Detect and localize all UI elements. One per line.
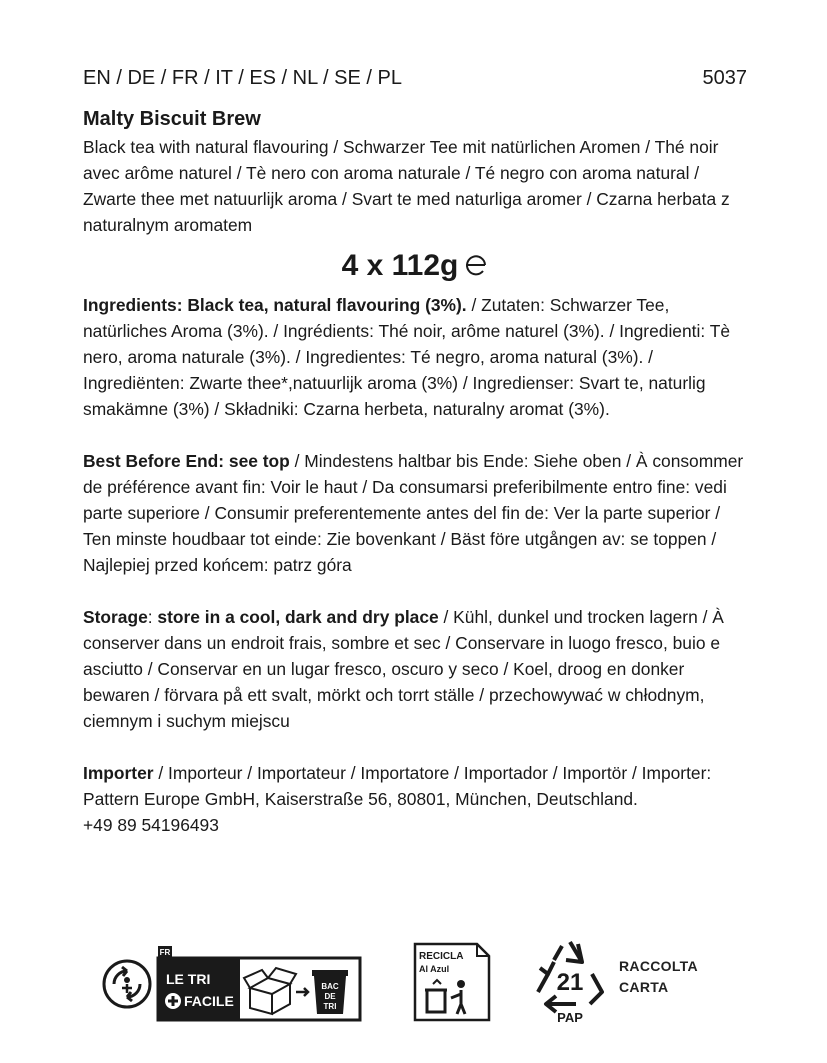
ingredients-label: Ingredients: Black tea, natural flavouring (3%). <box>83 295 467 315</box>
triman-line1: LE TRI <box>166 971 211 987</box>
recycling-code-material: PAP <box>557 1010 583 1024</box>
ingredients-section <box>83 292 747 422</box>
bin-text-2: DE <box>324 992 336 1001</box>
estimated-sign-icon <box>464 252 488 278</box>
triman-icon <box>104 961 150 1007</box>
triman-info-tri-logo <box>100 944 362 1024</box>
recycling-code-logo <box>530 938 610 1024</box>
importer-address: Pattern Europe GmbH, Kaiserstraße 56, 80801, München, Deutschland. <box>83 789 638 809</box>
languages-list: EN / DE / FR / IT / ES / NL / SE / PL <box>83 67 402 89</box>
recicla-line2: Al Azul <box>419 964 450 974</box>
triman-line2: FACILE <box>184 993 234 1009</box>
product-description: Black tea with natural flavouring / Schwarzer Tee mit natürlichen Aromen / Thé noir avec arôme naturel / Tè nero con aroma naturale / Té negro con aroma natural / Zwarte thee met natuurlijk aroma / Svart te med naturliga aromer / Czarna herbata z naturalnym aromatem <box>83 137 730 235</box>
storage-label: Storage <box>83 607 148 627</box>
importer-text: / Importeur / Importateur / Importatore / Importador / Importör / Importer: <box>153 763 712 783</box>
net-weight <box>83 246 747 286</box>
recycling-logos <box>100 938 740 1028</box>
raccolta-line2: CARTA <box>619 979 669 995</box>
sorting-bin-icon <box>312 970 348 1014</box>
importer-phone: +49 89 54196493 <box>83 815 219 835</box>
storage-text: / Kühl, dunkel und trocken lagern / À conserver dans un endroit frais, sombre et sec / Conservare in luogo fresco, buio e asciutto / Conservar en un lugar fresco, oscuro y seco / Koel, droog en donker bewaren / förvara på ett svalt, mörkt och torrt ställe / przechowywać w chłodnym, ciemnym i suchym miejscu <box>83 607 724 731</box>
bin-text-1: BAC <box>321 982 339 991</box>
triman-country: FR <box>159 948 171 957</box>
recicla-line1: RECICLA <box>419 951 464 962</box>
ingredients-text: / Zutaten: Schwarzer Tee, natürliches Aroma (3%). / Ingrédients: Thé noir, arôme naturel (3%). / Ingredienti: Tè nero, aroma naturale (3%). / Ingredientes: Té negro, aroma natural (3%). / Ingrediënten: Zwarte thee*,natuurlijk aroma (3%) / Ingredienser: Svart te, naturlig smakämne (3%) / Składniki: Czarna herbeta, naturalny aromat (3%). <box>83 295 730 419</box>
storage-separator: : <box>147 607 158 627</box>
header-row <box>83 66 747 90</box>
weight-value: 4 x 112g <box>341 249 459 282</box>
best-before-section <box>83 448 747 578</box>
raccolta-line1: RACCOLTA <box>619 958 698 974</box>
storage-instruction: store in a cool, dark and dry place <box>157 607 439 627</box>
best-before-text: / Mindestens haltbar bis Ende: Siehe oben / À consommer de préférence avant fin: Voir le haut / Da consumarsi preferibilmente entro fine: vedi parte superiore / Consumir preferentemente antes del fin de: Ver la parte superior / Ten minste houdbaar tot einde: Zie bovenkant / Bäst före utgången av: se toppen / Najlepiej przed końcem: patrz góra <box>83 451 744 575</box>
recicla-logo <box>413 942 491 1022</box>
product-name: Malty Biscuit Brew <box>83 108 261 130</box>
importer-section <box>83 760 747 838</box>
best-before-label: Best Before End: see top <box>83 451 290 471</box>
raccolta-carta-text <box>619 956 698 998</box>
product-code: 5037 <box>702 67 747 89</box>
label-document <box>83 66 747 838</box>
bin-text-3: TRI <box>323 1002 337 1011</box>
storage-section <box>83 604 747 734</box>
importer-label: Importer <box>83 763 154 783</box>
recycling-code-number: 21 <box>556 969 584 996</box>
